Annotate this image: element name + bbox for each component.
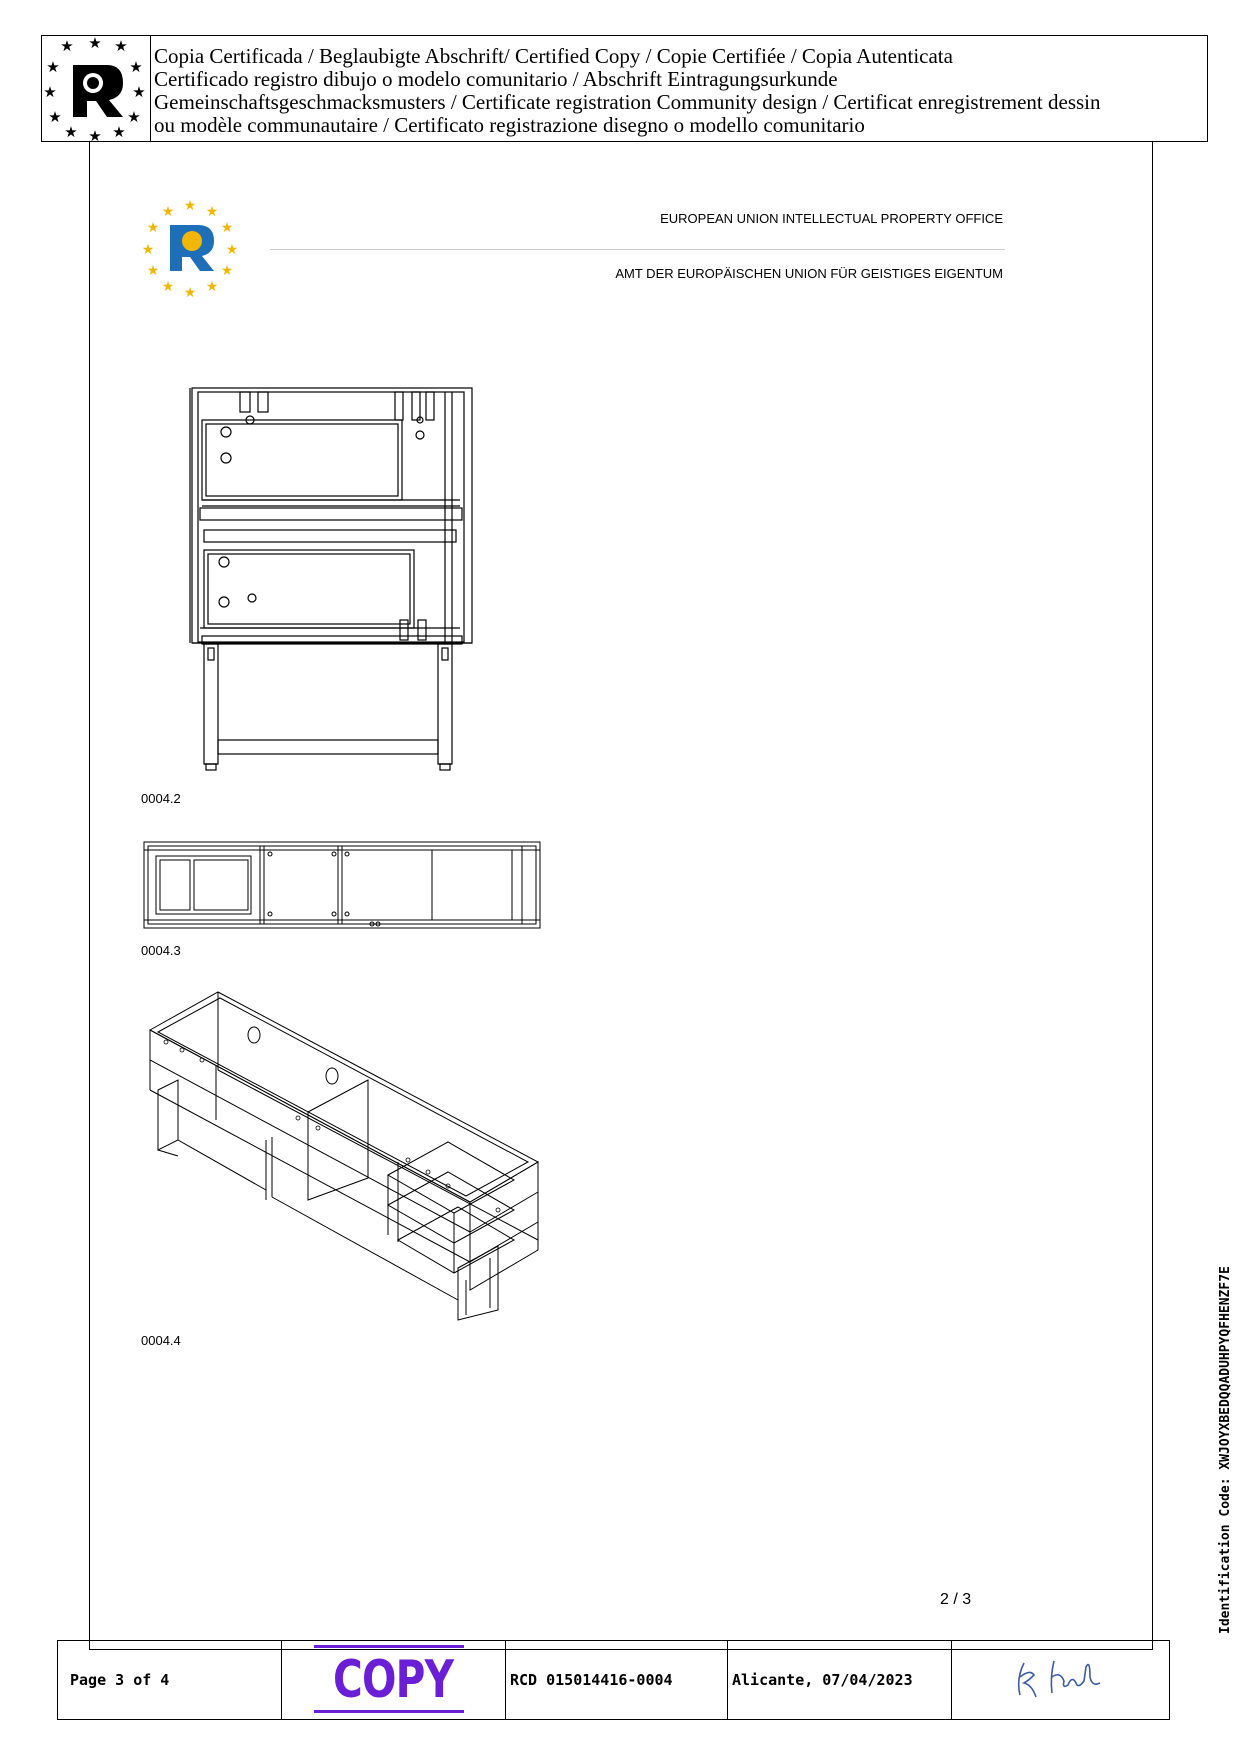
svg-text:★: ★ [183,198,197,214]
svg-text:★: ★ [161,279,175,295]
header-line: Gemeinschaftsgeschmacksmusters / Certificate registration Community design / Certificat enregistrement dessin [154,90,1101,114]
svg-text:★: ★ [220,220,234,236]
footer-rcd: RCD 015014416-0004 [510,1671,673,1689]
svg-text:★: ★ [161,204,175,220]
svg-text:★: ★ [46,58,60,76]
svg-text:★: ★ [220,263,234,279]
footer-date-cell [728,1641,952,1719]
svg-text:★: ★ [88,34,102,52]
header-line: ou modèle communautaire / Certificato registrazione disegno o modello comunitario [154,113,865,137]
svg-text:★: ★ [64,123,78,141]
view-label: 0004.4 [141,1333,181,1348]
footer-page: Page 3 of 4 [70,1671,170,1689]
svg-text:★: ★ [112,123,126,141]
svg-text:★: ★ [132,83,146,101]
svg-text:★: ★ [43,83,57,101]
svg-text:★: ★ [129,58,143,76]
identification-code: Identification Code: XWJOYXBEDQQADUHPYQFHENZF7E [1218,1266,1233,1634]
stamp-rule-top [314,1645,464,1648]
euipo-logo-bw-icon [41,34,151,145]
svg-text:★: ★ [114,37,128,55]
svg-text:★: ★ [205,204,219,220]
view-label: 0004.2 [141,791,181,806]
footer-stamp-cell [282,1641,506,1719]
office-name-de: AMT DER EUROPÄISCHEN UNION FÜR GEISTIGES EIGENTUM [615,266,1003,281]
svg-text:★: ★ [183,285,197,301]
svg-text:★: ★ [127,108,141,126]
view-label: 0004.3 [141,943,181,958]
stamp-rule-bottom [314,1710,464,1713]
svg-text:★: ★ [146,220,160,236]
page-number: 2 / 3 [940,1591,972,1608]
footer-rcd-cell [506,1641,728,1719]
svg-text:★: ★ [146,263,160,279]
svg-text:★: ★ [205,279,219,295]
euipo-color-logo-icon [140,196,240,300]
signature-icon [1006,1655,1116,1705]
footer-page-cell [58,1641,282,1719]
svg-text:★: ★ [48,108,62,126]
svg-text:★: ★ [60,37,74,55]
design-view-top-drawing [142,840,544,930]
certificate-footer [57,1640,1170,1720]
svg-text:★: ★ [141,242,155,258]
design-view-isometric-drawing [148,990,548,1320]
svg-text:★: ★ [225,242,239,258]
svg-text:★: ★ [88,127,102,145]
design-view-front-drawing [190,380,480,775]
footer-signature-cell [952,1641,1169,1719]
footer-place-date: Alicante, 07/04/2023 [732,1671,913,1689]
copy-stamp: COPY [333,1650,454,1710]
header-line: Certificado registro dibujo o modelo comunitario / Abschrift Eintragungsurkunde [154,67,838,91]
office-name-en: EUROPEAN UNION INTELLECTUAL PROPERTY OFFICE [660,211,1003,226]
euipo-header-logo [41,34,151,145]
header-line: Copia Certificada / Beglaubigte Abschrift/ Certified Copy / Copie Certifiée / Copia Autenticata [154,44,953,68]
certificate-header-text [154,45,1204,137]
office-divider [270,249,1005,250]
